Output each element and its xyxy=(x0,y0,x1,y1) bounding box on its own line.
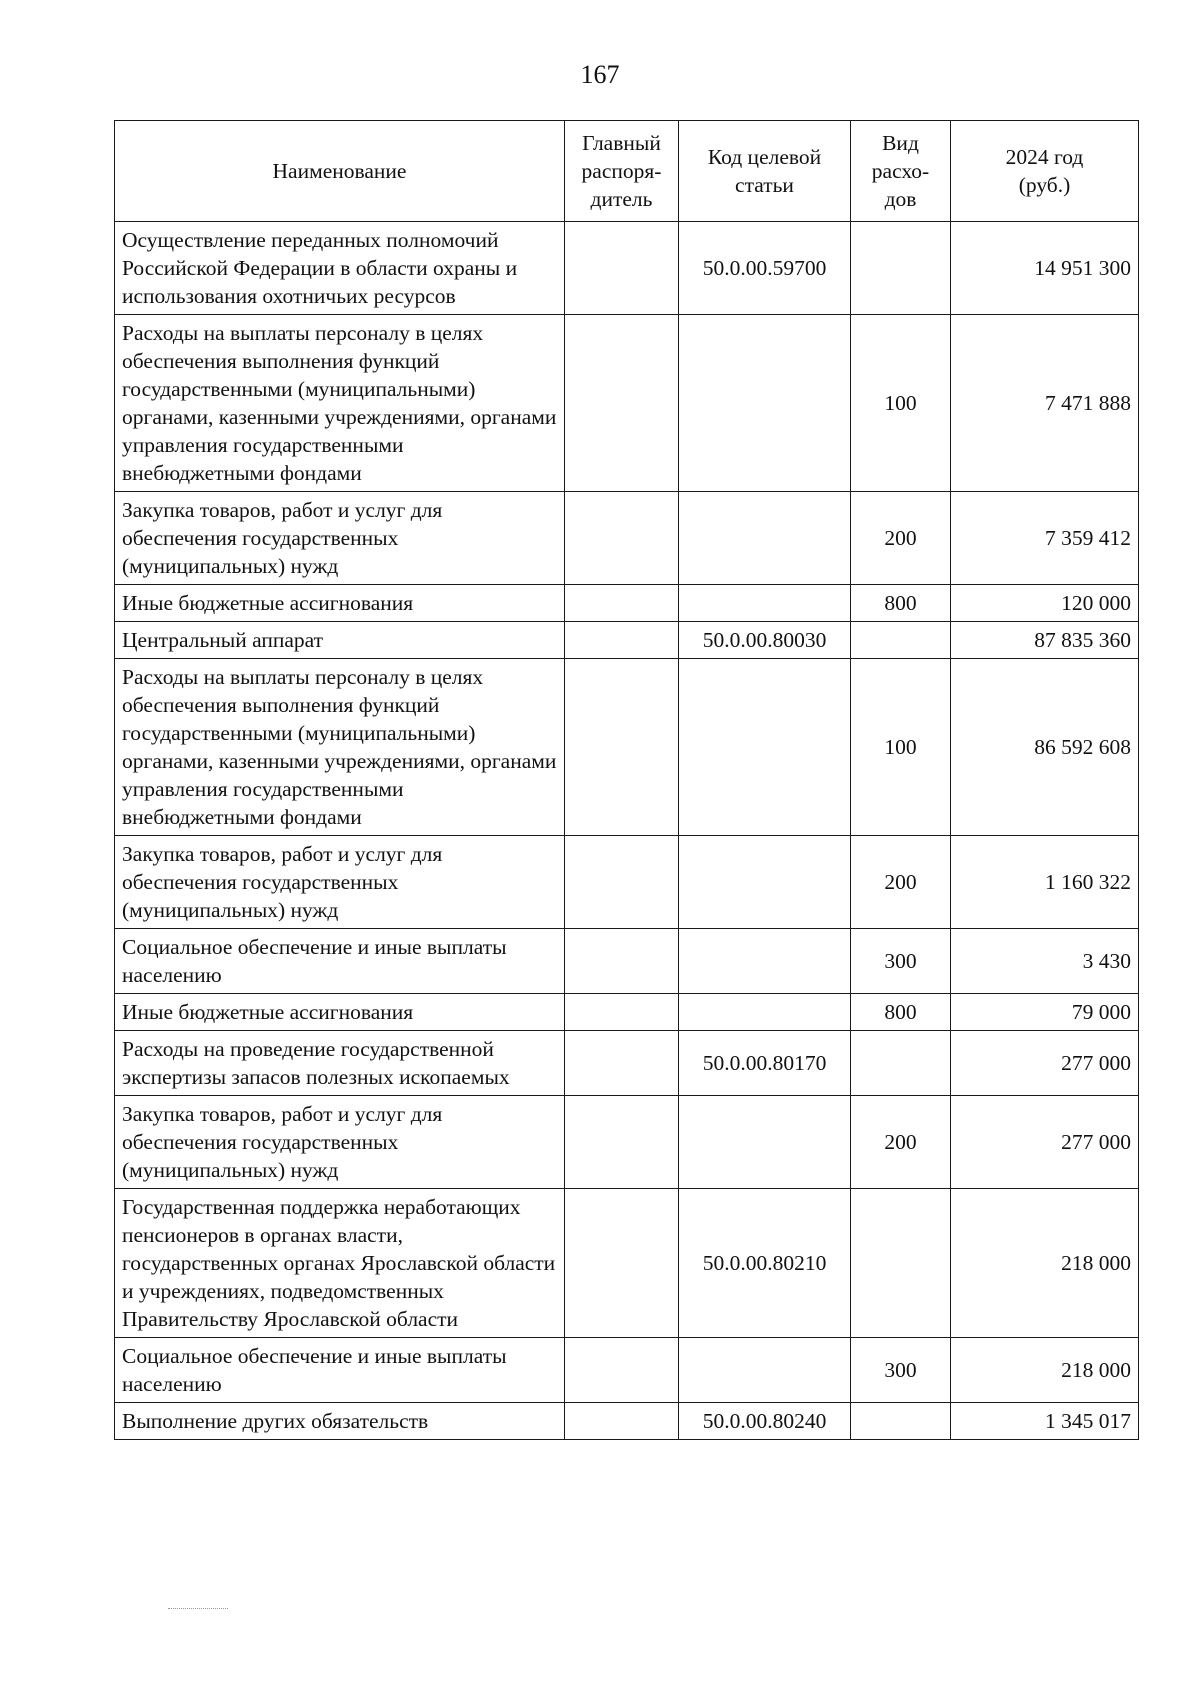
cell-code xyxy=(679,994,851,1031)
cell-amount: 1 160 322 xyxy=(951,836,1139,929)
page-number: 167 xyxy=(580,60,620,89)
cell-amount: 14 951 300 xyxy=(951,222,1139,315)
cell-code xyxy=(679,585,851,622)
cell-code: 50.0.00.80210 xyxy=(679,1189,851,1338)
cell-amount: 7 359 412 xyxy=(951,492,1139,585)
cell-name: Иные бюджетные ассигнования xyxy=(115,994,565,1031)
cell-kind: 300 xyxy=(851,929,951,994)
cell-manager xyxy=(565,994,679,1031)
cell-amount: 1 345 017 xyxy=(951,1403,1139,1440)
cell-manager xyxy=(565,836,679,929)
table-row xyxy=(115,492,1139,585)
cell-manager xyxy=(565,492,679,585)
table-row xyxy=(115,622,1139,659)
table-row xyxy=(115,929,1139,994)
cell-code xyxy=(679,1096,851,1189)
cell-code xyxy=(679,492,851,585)
cell-manager xyxy=(565,929,679,994)
table-row xyxy=(115,1096,1139,1189)
cell-code: 50.0.00.80240 xyxy=(679,1403,851,1440)
table-row xyxy=(115,585,1139,622)
cell-manager xyxy=(565,1403,679,1440)
header-kind: Вид расхо-дов xyxy=(851,121,951,222)
table-row xyxy=(115,1403,1139,1440)
cell-name: Расходы на выплаты персоналу в целях обеспечения выполнения функций государственными (муниципальными) органами, казенными учреждениями, органами управления государственными внебюджетными фондами xyxy=(115,659,565,836)
cell-kind xyxy=(851,1189,951,1338)
cell-amount: 277 000 xyxy=(951,1031,1139,1096)
header-row xyxy=(115,121,1139,222)
cell-kind: 800 xyxy=(851,994,951,1031)
budget-table xyxy=(114,120,1139,1440)
cell-code xyxy=(679,315,851,492)
table-row xyxy=(115,659,1139,836)
footer-mark xyxy=(168,1608,228,1610)
cell-name: Закупка товаров, работ и услуг для обеспечения государственных (муниципальных) нужд xyxy=(115,492,565,585)
cell-name: Центральный аппарат xyxy=(115,622,565,659)
cell-name: Расходы на выплаты персоналу в целях обеспечения выполнения функций государственными (муниципальными) органами, казенными учреждениями, органами управления государственными внебюджетными фондами xyxy=(115,315,565,492)
table-row xyxy=(115,1338,1139,1403)
cell-name: Социальное обеспечение и иные выплаты населению xyxy=(115,929,565,994)
cell-code: 50.0.00.80170 xyxy=(679,1031,851,1096)
table-row xyxy=(115,315,1139,492)
cell-name: Осуществление переданных полномочий Российской Федерации в области охраны и использования охотничьих ресурсов xyxy=(115,222,565,315)
cell-manager xyxy=(565,1096,679,1189)
cell-kind: 200 xyxy=(851,492,951,585)
cell-amount: 79 000 xyxy=(951,994,1139,1031)
table-row xyxy=(115,836,1139,929)
cell-amount: 277 000 xyxy=(951,1096,1139,1189)
cell-name: Расходы на проведение государственной экспертизы запасов полезных ископаемых xyxy=(115,1031,565,1096)
header-manager: Главный распоря-дитель xyxy=(565,121,679,222)
table-row xyxy=(115,994,1139,1031)
cell-kind: 300 xyxy=(851,1338,951,1403)
header-amount: 2024 год (руб.) xyxy=(951,121,1139,222)
cell-kind xyxy=(851,1031,951,1096)
cell-manager xyxy=(565,1031,679,1096)
cell-name: Выполнение других обязательств xyxy=(115,1403,565,1440)
cell-name: Закупка товаров, работ и услуг для обеспечения государственных (муниципальных) нужд xyxy=(115,1096,565,1189)
cell-amount: 87 835 360 xyxy=(951,622,1139,659)
cell-amount: 3 430 xyxy=(951,929,1139,994)
cell-kind: 800 xyxy=(851,585,951,622)
cell-amount: 120 000 xyxy=(951,585,1139,622)
cell-manager xyxy=(565,1189,679,1338)
cell-amount: 86 592 608 xyxy=(951,659,1139,836)
cell-amount: 218 000 xyxy=(951,1338,1139,1403)
table-body xyxy=(115,222,1139,1440)
cell-name: Закупка товаров, работ и услуг для обеспечения государственных (муниципальных) нужд xyxy=(115,836,565,929)
cell-kind: 200 xyxy=(851,1096,951,1189)
cell-manager xyxy=(565,659,679,836)
cell-code xyxy=(679,659,851,836)
cell-amount: 218 000 xyxy=(951,1189,1139,1338)
cell-manager xyxy=(565,315,679,492)
cell-manager xyxy=(565,585,679,622)
cell-kind: 100 xyxy=(851,315,951,492)
cell-name: Иные бюджетные ассигнования xyxy=(115,585,565,622)
table-row xyxy=(115,1031,1139,1096)
cell-kind: 100 xyxy=(851,659,951,836)
cell-kind xyxy=(851,1403,951,1440)
cell-manager xyxy=(565,622,679,659)
cell-kind: 200 xyxy=(851,836,951,929)
cell-name: Государственная поддержка неработающих пенсионеров в органах власти, государственных органах Ярославской области и учреждениях, подведомственных Правительству Ярославской области xyxy=(115,1189,565,1338)
cell-manager xyxy=(565,1338,679,1403)
cell-kind xyxy=(851,622,951,659)
cell-code xyxy=(679,1338,851,1403)
cell-code xyxy=(679,929,851,994)
table-header xyxy=(115,121,1139,222)
cell-kind xyxy=(851,222,951,315)
cell-code: 50.0.00.80030 xyxy=(679,622,851,659)
cell-name: Социальное обеспечение и иные выплаты населению xyxy=(115,1338,565,1403)
table-row xyxy=(115,1189,1139,1338)
table-row xyxy=(115,222,1139,315)
cell-code xyxy=(679,836,851,929)
header-name: Наименование xyxy=(115,121,565,222)
header-code: Код целевой статьи xyxy=(679,121,851,222)
cell-amount: 7 471 888 xyxy=(951,315,1139,492)
cell-manager xyxy=(565,222,679,315)
cell-code: 50.0.00.59700 xyxy=(679,222,851,315)
